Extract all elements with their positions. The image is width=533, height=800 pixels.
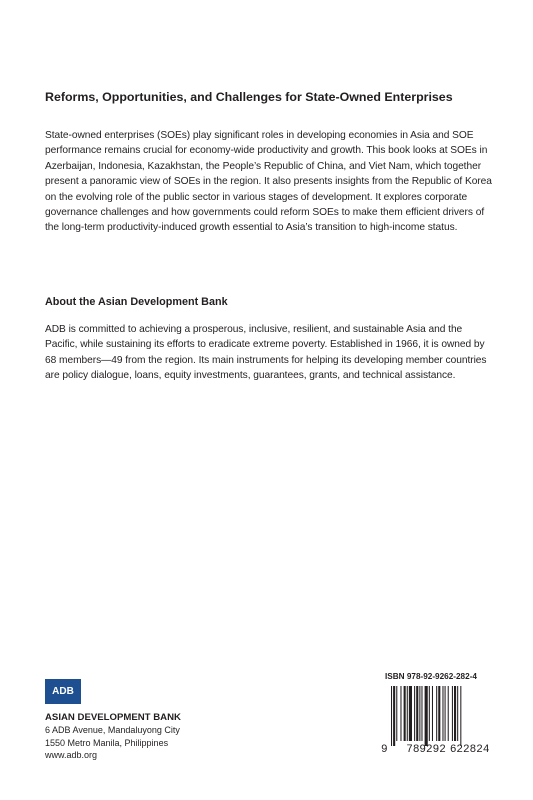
book-title: Reforms, Opportunities, and Challenges for State-Owned Enterprises <box>45 90 453 104</box>
barcode-bar <box>432 686 433 741</box>
barcode-bar <box>396 686 397 741</box>
isbn-label: ISBN 978-92-9262-282-4 <box>385 672 477 681</box>
barcode-digits <box>381 744 496 756</box>
barcode-bar <box>419 686 420 741</box>
barcode-digits-right: 622824 <box>449 744 490 756</box>
barcode-bar <box>407 686 408 741</box>
intro-paragraph: State-owned enterprises (SOEs) play significant roles in developing economies in Asia and SOE performance remains crucial for economy-wide productivity and growth. This book looks at SOEs in Azerbaijan, Indonesia, Kazakhstan, the People’s Republic of China, and Viet Nam, which together present a panoramic view of SOEs in the region. It also presents insights from the Republic of Korea on the evolving role of the public sector in various stages of development. It explores corporate governance challenges and how governments could reform SOEs to make them efficient drivers of the long-term productivity-induced growth essential to Asia’s transition to high-income status. <box>45 130 492 234</box>
barcode-bar <box>457 686 458 741</box>
barcode-digits-left: 789292 <box>406 744 446 756</box>
barcode-bar <box>404 686 406 741</box>
barcode-bar <box>400 686 401 741</box>
barcode-bars <box>391 686 491 746</box>
barcode-bar <box>460 686 461 746</box>
barcode-bar <box>436 686 437 741</box>
address-line-2: 1550 Metro Manila, Philippines <box>45 737 169 748</box>
barcode-bar <box>454 686 456 741</box>
publisher-name: ASIAN DEVELOPMENT BANK <box>45 712 181 723</box>
barcode-bar <box>429 686 430 741</box>
barcode-bar <box>414 686 415 741</box>
barcode-bar <box>438 686 440 741</box>
isbn-barcode <box>381 670 496 762</box>
about-paragraph: ADB is committed to achieving a prosperous, inclusive, resilient, and sustainable Asia and the Pacific, while sustaining its efforts to eradicate extreme poverty. Established in 1966, it is owned by 68 members—49 from the region. Its main instruments for helping its developing member countries are policy dialogue, loans, equity investments, guarantees, grants, and technical assistance. <box>45 324 487 382</box>
barcode-bar <box>393 686 395 746</box>
publisher-address-block <box>45 712 285 762</box>
barcode-bar <box>442 686 443 741</box>
website-link[interactable]: www.adb.org <box>45 750 98 761</box>
barcode-bar <box>448 686 449 741</box>
barcode-bar <box>409 686 412 741</box>
barcode-bar <box>416 686 418 741</box>
barcode-bar <box>391 686 392 746</box>
address-line-1: 6 ADB Avenue, Mandaluyong City <box>45 725 180 736</box>
barcode-bar <box>445 686 446 741</box>
barcode-digit-first: 9 <box>381 744 388 756</box>
barcode-bar <box>425 686 428 746</box>
about-heading: About the Asian Development Bank <box>45 296 228 308</box>
barcode-bar <box>421 686 422 741</box>
barcode-bar <box>452 686 453 741</box>
adb-logo: ADB <box>45 679 81 704</box>
